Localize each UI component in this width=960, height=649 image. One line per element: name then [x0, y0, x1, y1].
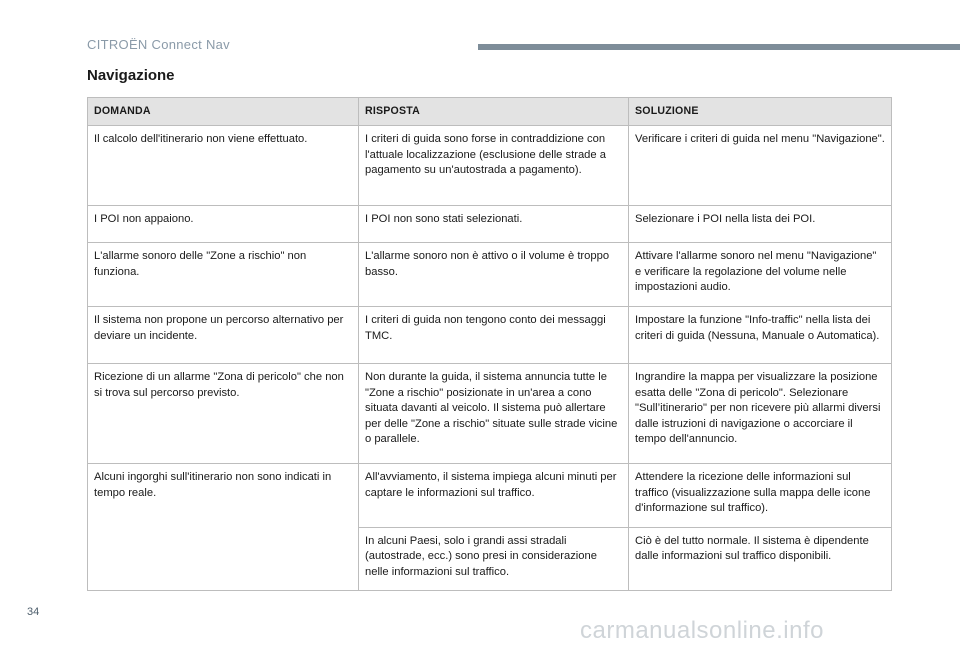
watermark: carmanualsonline.info: [580, 617, 824, 644]
table-row: [88, 206, 892, 243]
table-cell: All'avviamento, il sistema impiega alcuni minuti per captare le informazioni sul traffico.: [359, 464, 629, 528]
table-row: [88, 243, 892, 307]
table-cell: Impostare la funzione "Info-traffic" nella lista dei criteri di guida (Nessuna, Manuale o Automatica).: [629, 307, 892, 364]
table-cell: Ciò è del tutto normale. Il sistema è dipendente dalle informazioni sul traffico disponibili.: [629, 527, 892, 591]
table-cell: Attivare l'allarme sonoro nel menu "Navigazione" e verificare la regolazione del volume nelle impostazioni audio.: [629, 243, 892, 307]
column-header-soluzione: SOLUZIONE: [629, 98, 892, 126]
table-cell: Non durante la guida, il sistema annuncia tutte le "Zone a rischio" posizionate in un'area a cono situata davanti al veicolo. Il sistema può allertare per delle "Zone a rischio" situate sulle strade vicine o parallele.: [359, 364, 629, 464]
table-header-row: [88, 98, 892, 126]
table-cell: I POI non appaiono.: [88, 206, 359, 243]
column-header-risposta: RISPOSTA: [359, 98, 629, 126]
table-cell: Il calcolo dell'itinerario non viene effettuato.: [88, 126, 359, 206]
table-cell: L'allarme sonoro non è attivo o il volume è troppo basso.: [359, 243, 629, 307]
table-cell: I criteri di guida sono forse in contraddizione con l'attuale localizzazione (esclusione delle strade a pagamento su un'autostrada a pagamento).: [359, 126, 629, 206]
table-cell: L'allarme sonoro delle "Zone a rischio" non funziona.: [88, 243, 359, 307]
table-cell: Ingrandire la mappa per visualizzare la posizione esatta delle "Zona di pericolo". Selezionare "Sull’itinerario" per non ricevere più allarmi diversi dalle istruzioni di navigazione o accorciare il tempo dell'annuncio.: [629, 364, 892, 464]
table-cell: I criteri di guida non tengono conto dei messaggi TMC.: [359, 307, 629, 364]
table-cell: Ricezione di un allarme "Zona di pericolo" che non si trova sul percorso previsto.: [88, 364, 359, 464]
table-row: [88, 307, 892, 364]
column-header-domanda: DOMANDA: [88, 98, 359, 126]
table-cell: Il sistema non propone un percorso alternativo per deviare un incidente.: [88, 307, 359, 364]
table-cell: Attendere la ricezione delle informazioni sul traffico (visualizzazione sulla mappa delle icone d'informazione sul traffico).: [629, 464, 892, 528]
header-brand: CITROËN Connect Nav: [87, 37, 230, 52]
table-row: [88, 464, 892, 528]
section-title: Navigazione: [87, 67, 175, 84]
table-cell: In alcuni Paesi, solo i grandi assi stradali (autostrade, ecc.) sono presi in considerazione nelle informazioni sul traffico.: [359, 527, 629, 591]
header-bar: [478, 44, 960, 50]
table-cell: Alcuni ingorghi sull'itinerario non sono indicati in tempo reale.: [88, 464, 359, 591]
table-row: [88, 364, 892, 464]
table-row: [88, 126, 892, 206]
faq-table: [87, 97, 892, 591]
table-cell: Selezionare i POI nella lista dei POI.: [629, 206, 892, 243]
page-number: 34: [27, 606, 40, 618]
table-cell: Verificare i criteri di guida nel menu "Navigazione".: [629, 126, 892, 206]
table-cell: I POI non sono stati selezionati.: [359, 206, 629, 243]
